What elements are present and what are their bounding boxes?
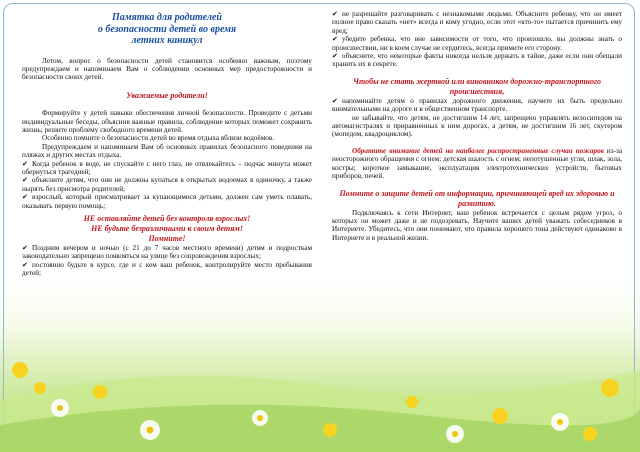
greeting-heading: Уважаемые родители! <box>126 90 208 100</box>
internet-paragraph: Подключаясь к сети Интернет, ваш ребенок встречается с целым рядом угроз, о которых он может даже и не подозревать. Научите ваших детей уважать собеседников в Интернете. Убедитесь, что они понимают, что правила хорошего тона действуют одинаково в Интернете и в реальной жизни. <box>332 208 622 242</box>
list-item: ✔ объясните, что некоторые факты никогда нельзя держать в тайне, даже если они обещали хранить их в секрете. <box>332 52 622 69</box>
list-item: ✔ Когда ребенок в воде, не спускайте с него глаз, не отвлекайтесь – подчас минута может обернуться трагедией; <box>22 159 312 176</box>
list-item: ✔ объясните детям, что они не должны купаться в открытых водоемах в одиночку, а также нырять без присмотра родителей; <box>22 176 312 193</box>
intro-paragraph: Летом, вопрос о безопасности детей становится особенно важным, поэтому предупреждаем и напоминаем Вам о соблюдении основных мер предосторожности и безопасности своих детей. <box>22 56 312 82</box>
list-item: ✔ Поздним вечером и ночью (с 21 до 7 часов местного времени) детям и подросткам законодательно запрещено появляться на улице без сопровождения взрослых; <box>22 244 312 261</box>
list-item: ✔ взрослый, который присматривает за купающимися детьми, должен сам уметь плавать, оказывать первую помощь; <box>22 193 312 210</box>
right-column <box>332 10 622 242</box>
checkmark-icon: ✔ <box>22 193 28 202</box>
list-item: ✔ убедите ребенка, что вне зависимости от того, что произошло, вы должны знать о происшествии, ни в коем случае не сердитесь, всегда примите его сторону. <box>332 35 622 52</box>
warning-line: НЕ оставляйте детей без контроля взрослых! <box>83 214 251 223</box>
paragraph: Формируйте у детей навыки обеспечения личной безопасности. Проведите с детьми индивидуальные беседы, объяснив важные правила, соблюдение которых поможет сохранить жизнь; решите проблему свободного времени детей. <box>22 109 312 134</box>
checkmark-icon: ✔ <box>332 10 338 18</box>
checkmark-icon: ✔ <box>22 244 28 252</box>
warning-line: НЕ будьте безразличными к своим детям! <box>91 224 243 233</box>
checkmark-icon: ✔ <box>332 52 338 61</box>
checkmark-icon: ✔ <box>22 260 28 269</box>
list-item: ✔ не разрешайте разговаривать с незнакомыми людьми. Объясните ребенку, что он имеет полное право сказать «нет» всегда и кому угодно, если этот «кто-то» пытается причинить ему вред; <box>332 10 622 35</box>
checkmark-icon: ✔ <box>22 159 28 168</box>
road-safety-heading: Чтобы не стать жертвой или виновником дорожно-транспортного происшествия, <box>353 76 601 96</box>
checkmark-icon: ✔ <box>332 96 338 105</box>
fire-paragraph: Обратите внимание детей на наиболее распространенные случаи пожаров из-за неосторожного обращения с огнем: детская шалость с огнем; непотушенные угли, шлак, зола, костры; короткое замыкание, эксплуатация электротехнических устройств, бытовых приборов, печей. <box>332 146 623 181</box>
checkmark-icon: ✔ <box>332 35 338 44</box>
paragraph: Предупреждаем и напоминаем Вам об основных правилах безопасного поведения на пляжах и других местах отдыха. <box>22 142 312 160</box>
list-item: ✔ напоминайте детям о правилах дорожного движения, научите их быть предельно внимательными на дороге и в общественном транспорте. <box>332 96 622 114</box>
page-title: Памятка для родителей о безопасности детей во время летних каникул <box>97 12 237 46</box>
left-column <box>22 10 312 278</box>
reminder-heading: Помните! <box>148 234 186 243</box>
fire-heading: Обратите внимание детей на наиболее распространенные случаи пожаров <box>352 146 604 155</box>
internet-heading: Помните о защите детей от информации, причиняющей вред их здоровью и развитию. <box>339 188 615 208</box>
list-item: ✔ постоянно будьте в курсе, где и с кем ваш ребенок, контролируйте место пребывания детей; <box>22 260 312 278</box>
checkmark-icon: ✔ <box>22 176 28 185</box>
paragraph: Особенно помните о безопасности детей во время отдыха вблизи водоёмов. <box>42 134 275 143</box>
paragraph: не забывайте, что детям, не достигшим 14 лет, запрещено управлять велосипедом на автомагистралях и приравненных к ним дорогах, а детям, не достигшим 16 лет, скутером (мопедом, квадроциклом). <box>332 113 622 139</box>
